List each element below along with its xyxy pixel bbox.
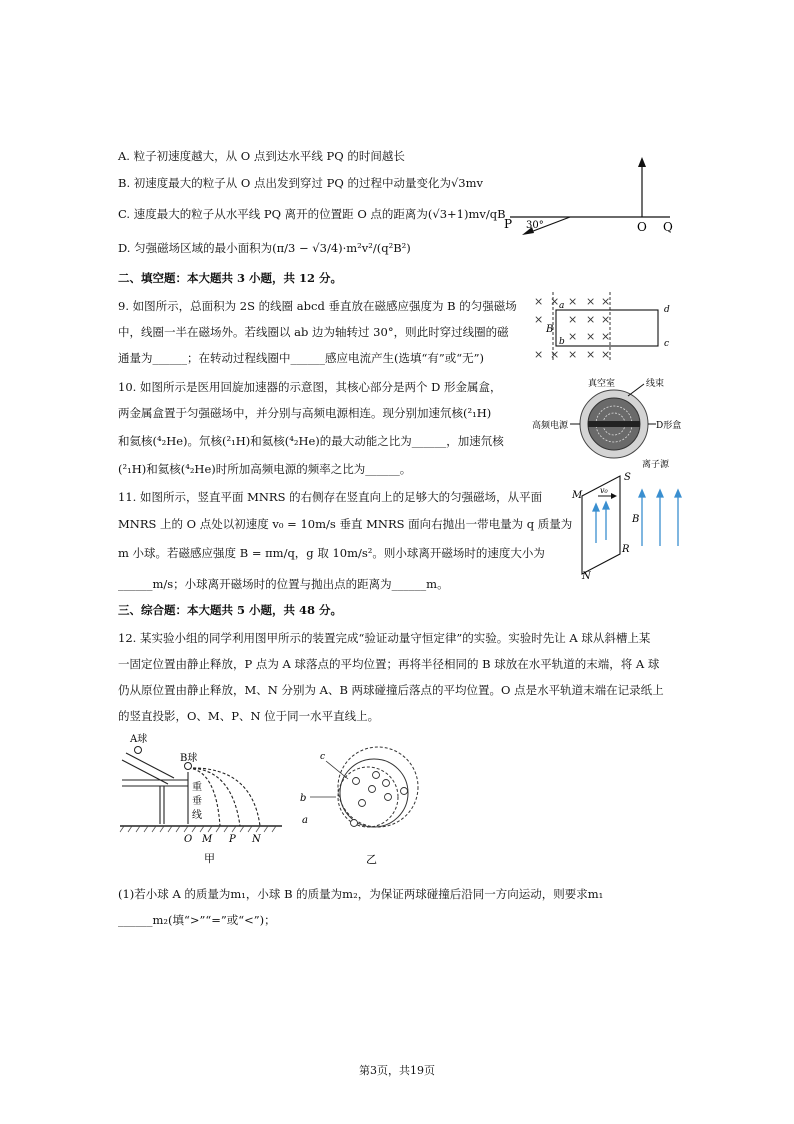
q11-line2: MNRS 上的 O 点处以初速度 v₀ = 10m/s 垂直 MNRS 面向右抛出一带电量为 q 质量为 <box>118 517 573 531</box>
coil-field-b: B <box>546 324 554 335</box>
label-plumb-1: 重 <box>192 782 202 793</box>
svg-text:×: × <box>601 348 611 361</box>
option-d: D. 匀强磁场区域的最小面积为(π/3 − √3/4)·m²v²/(q²B²) <box>118 241 411 255</box>
cyclotron-figure <box>532 372 692 472</box>
label-ball-b: B球 <box>180 753 198 764</box>
section-2-heading: 二、填空题：本大题共 3 小题，共 12 分。 <box>118 271 343 285</box>
label-b: B <box>632 514 640 525</box>
label-n: N <box>252 834 261 845</box>
mnrs-figure <box>570 468 690 580</box>
q10-line1: 10. 如图所示是医用回旋加速器的示意图，其核心部分是两个 D 形金属盒， <box>118 380 502 394</box>
q9-line2: 中，线圈一半在磁场外。若线圈以 ab 边为轴转过 30°，则此时穿过线圈的磁 <box>118 325 509 339</box>
option-c: C. 速度最大的粒子从水平线 PQ 离开的位置距 O 点的距离为(√3+1)mv/qB <box>118 207 506 221</box>
label-n: N <box>582 571 591 580</box>
label-o: O <box>184 834 193 845</box>
svg-text:×: × <box>601 313 611 326</box>
label-v0: v₀ <box>600 486 608 495</box>
q9-line1: 9. 如图所示，总面积为 2S 的线圈 abcd 垂直放在磁感应强度为 B 的匀强磁场 <box>118 299 517 313</box>
q10-line3: 和氦核(⁴₂He)。氘核(²₁H)和氦核(⁴₂He)的最大动能之比为______，加速氘核 <box>118 434 504 448</box>
svg-text:×: × <box>568 295 578 308</box>
pq-figure <box>500 155 680 240</box>
label-beam: 线束 <box>646 379 665 389</box>
q12-sub1-line2: ______m₂(填“>”“=”或“<”)； <box>118 913 276 927</box>
svg-text:×: × <box>568 330 578 343</box>
section-3-heading: 三、综合题：本大题共 5 小题，共 48 分。 <box>118 603 343 617</box>
caption-jia: 甲 <box>204 852 215 865</box>
label-yi-b: b <box>300 793 307 804</box>
label-s: S <box>624 472 631 483</box>
label-m: M <box>202 834 213 845</box>
figure-jia <box>116 728 286 868</box>
label-plumb-3: 线 <box>192 810 202 821</box>
label-dbox: D形盒 <box>656 421 682 431</box>
label-yi-c: c <box>320 752 326 762</box>
q10-line2: 两金属盒置于匀强磁场中，并分别与高频电源相连。现分别加速氘核(²₁H) <box>118 406 492 420</box>
label-o: O <box>637 220 647 234</box>
svg-text:×: × <box>550 348 560 361</box>
q11-line1: 11. 如图所示，竖直平面 MNRS 的右侧存在竖直向上的足够大的匀强磁场，从平面 <box>118 490 543 504</box>
coil-figure <box>528 290 688 365</box>
label-m: M <box>572 490 583 501</box>
svg-text:×: × <box>568 313 578 326</box>
svg-text:×: × <box>601 295 611 308</box>
label-vacuum: 真空室 <box>588 379 616 389</box>
label-yi-a: a <box>302 815 308 826</box>
svg-text:×: × <box>601 330 611 343</box>
svg-text:×: × <box>534 313 544 326</box>
label-r: R <box>622 544 630 555</box>
option-a: A. 粒子初速度越大，从 O 点到达水平线 PQ 的时间越长 <box>118 149 405 163</box>
q12-line1: 12. 某实验小组的同学利用图甲所示的装置完成“验证动量守恒定律”的实验。实验时先让 A 球从斜槽上某 <box>118 631 651 645</box>
label-angle: 30° <box>526 220 544 231</box>
svg-text:×: × <box>586 348 596 361</box>
label-ion-source: 离子源 <box>642 460 670 470</box>
label-p: P <box>504 217 513 231</box>
q12-line3: 仍从原位置由静止释放，M、N 分别为 A、B 两球碰撞后落点的平均位置。O 点是水平轨道末端在记录纸上 <box>118 683 664 697</box>
option-b: B. 初速度最大的粒子从 O 点出发到穿过 PQ 的过程中动量变化为√3mv <box>118 176 484 190</box>
label-power: 高频电源 <box>532 421 569 431</box>
label-plumb-2: 垂 <box>192 796 202 807</box>
q9-line3: 通量为______；在转动过程线圈中______感应电流产生(选填“有”或“无”) <box>118 351 484 365</box>
svg-text:×: × <box>534 295 544 308</box>
q11-line4: ______m/s；小球离开磁场时的位置与抛出点的距离为______m。 <box>118 577 449 591</box>
svg-text:×: × <box>550 295 560 308</box>
coil-b: b <box>559 337 565 347</box>
coil-a: a <box>559 301 565 311</box>
q12-line2: 一固定位置由静止释放，P 点为 A 球落点的平均位置；再将半径相同的 B 球放在水平轨道的末端，将 A 球 <box>118 657 660 671</box>
svg-text:×: × <box>586 313 596 326</box>
label-p: P <box>229 834 236 845</box>
svg-text:×: × <box>586 295 596 308</box>
svg-text:×: × <box>568 348 578 361</box>
figure-yi <box>296 745 446 867</box>
label-q: Q <box>663 220 673 234</box>
page-footer: 第3页，共19页 <box>359 1064 435 1077</box>
q12-sub1-line1: (1)若小球 A 的质量为m₁，小球 B 的质量为m₂，为保证两球碰撞后沿同一方向运动，则要求m₁ <box>118 887 604 901</box>
svg-text:×: × <box>586 330 596 343</box>
caption-yi: 乙 <box>366 853 377 866</box>
svg-text:×: × <box>534 348 544 361</box>
label-ball-a: A球 <box>130 734 148 745</box>
q12-line4: 的竖直投影，O、M、P、N 位于同一水平直线上。 <box>118 709 380 723</box>
coil-c: c <box>664 339 670 349</box>
coil-d: d <box>664 305 670 315</box>
q10-line4: (²₁H)和氦核(⁴₂He)时所加高频电源的频率之比为______。 <box>118 462 412 476</box>
q11-line3: m 小球。若磁感应强度 B = πm/q，g 取 10m/s²。则小球离开磁场时的速度大小为 <box>118 546 545 560</box>
